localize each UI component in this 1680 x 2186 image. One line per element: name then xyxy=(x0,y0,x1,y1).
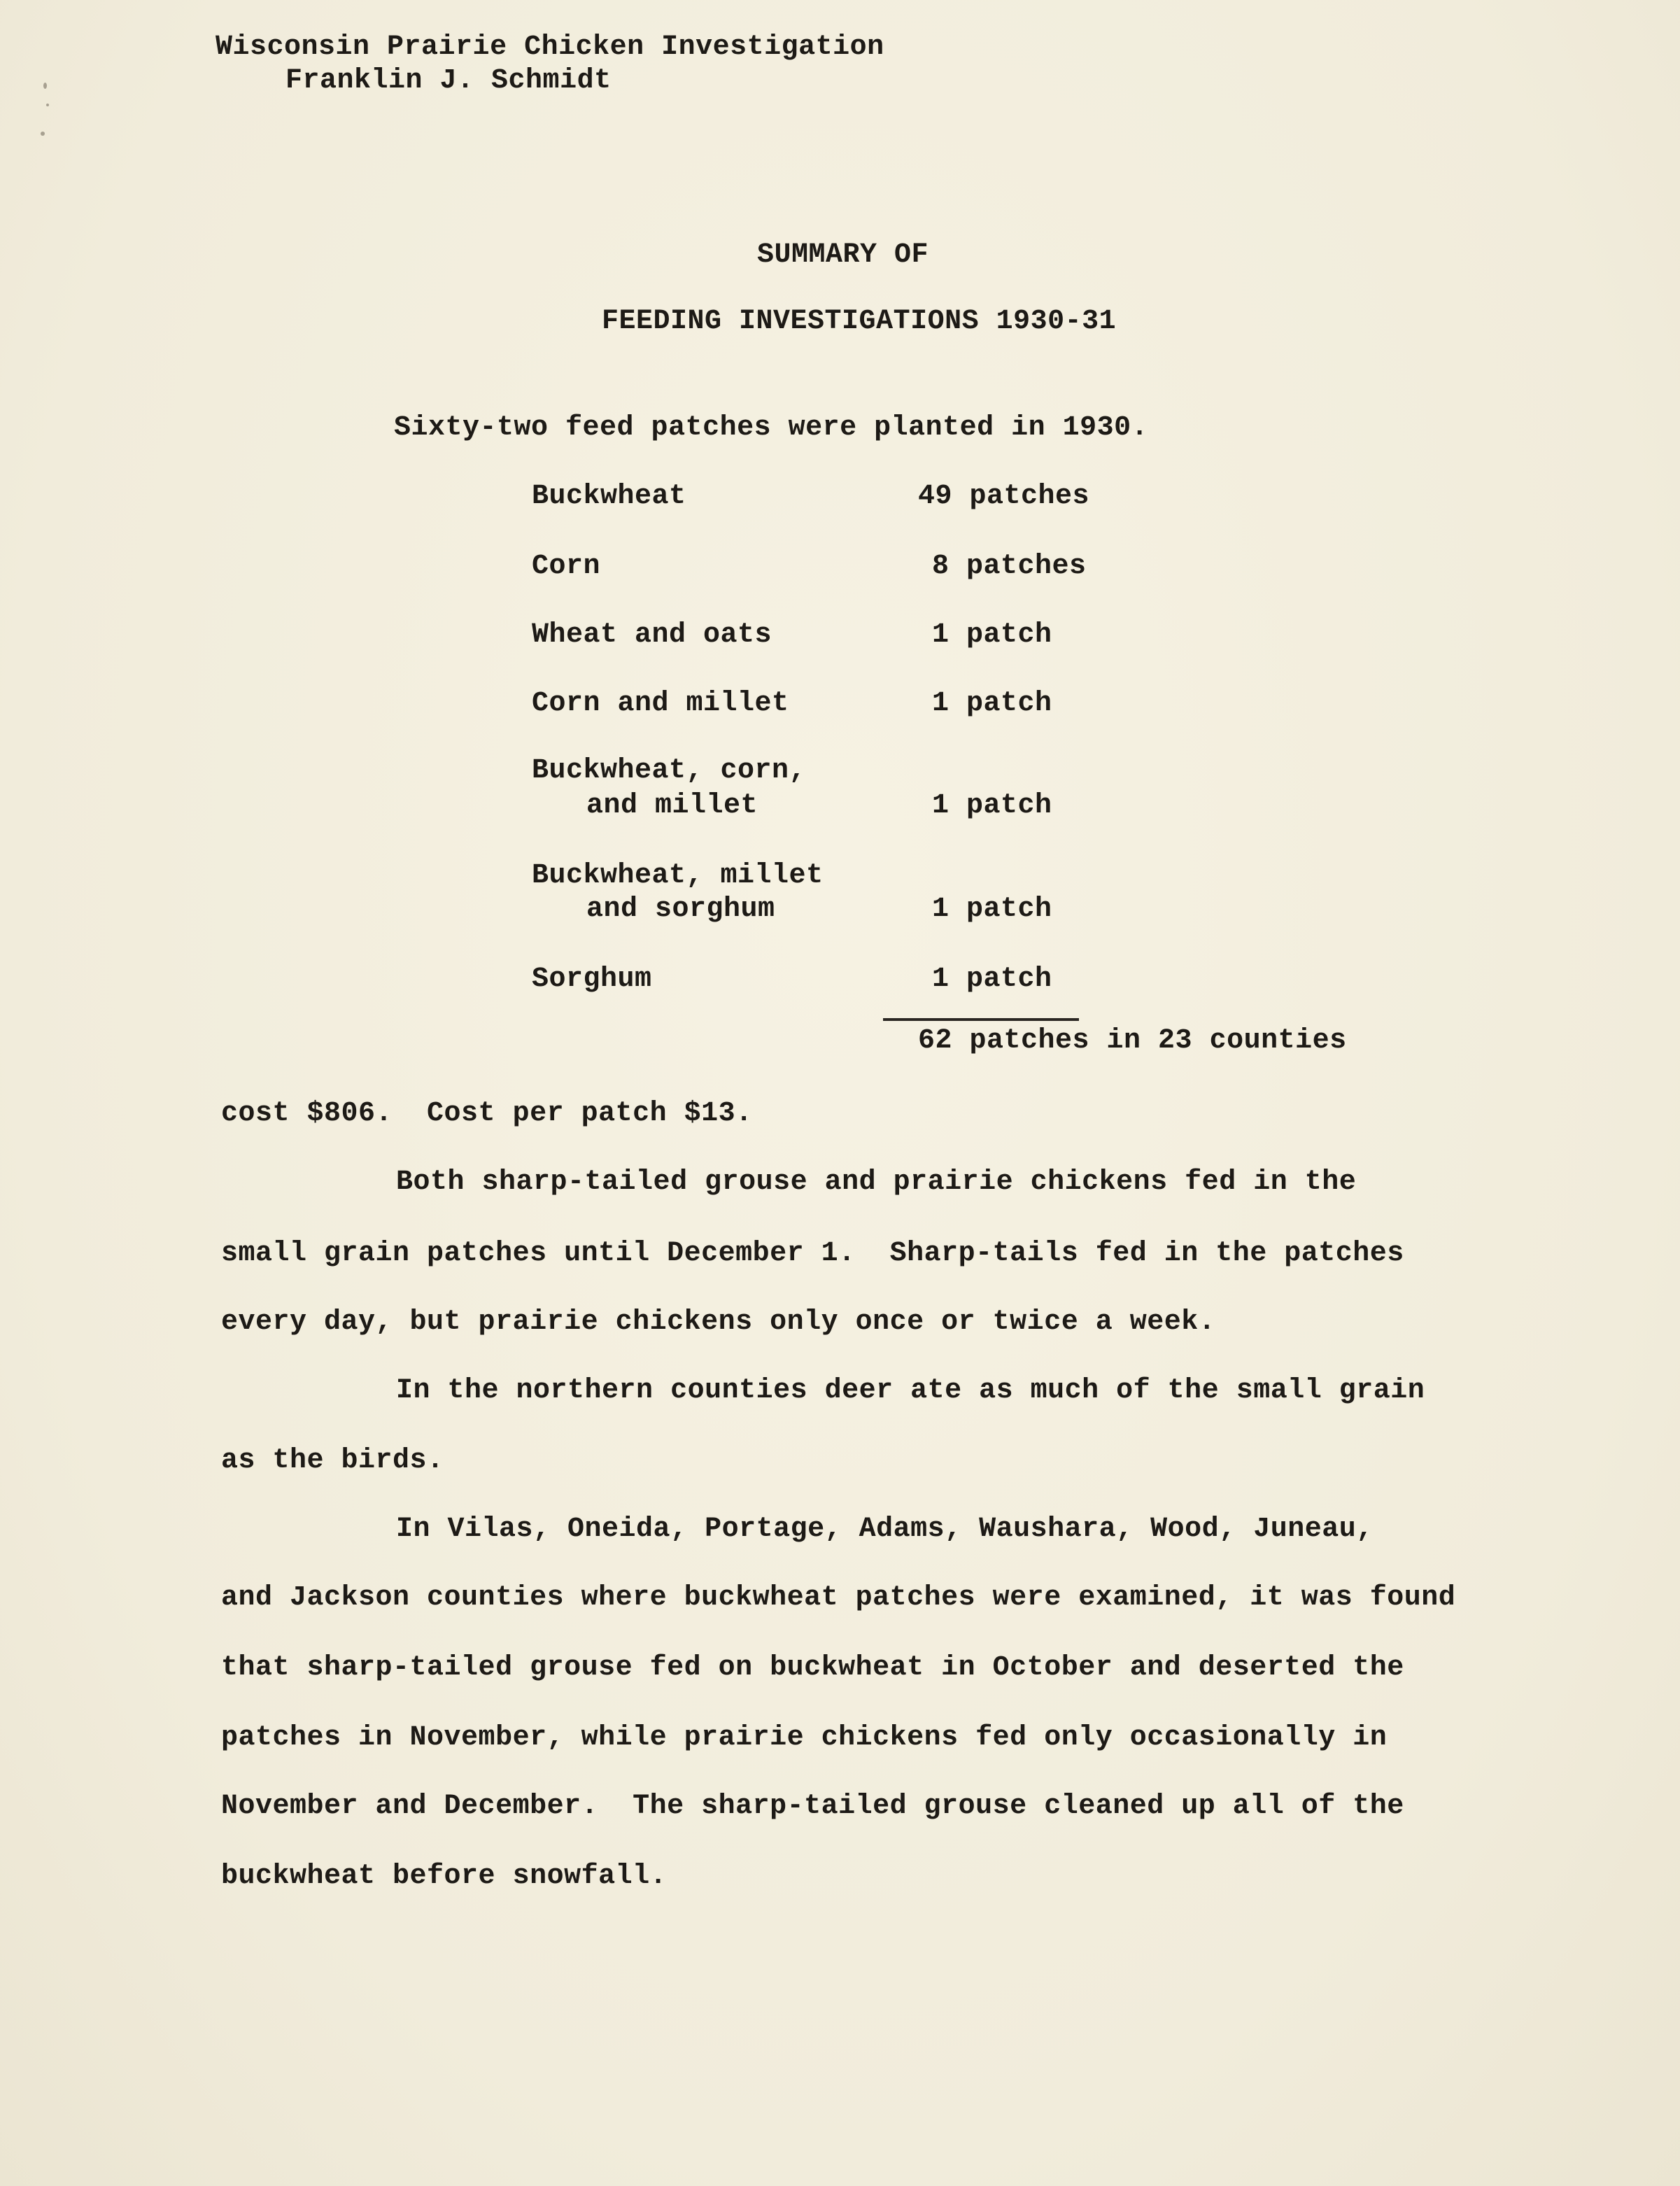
document-title-line-1: SUMMARY OF xyxy=(757,239,929,271)
paragraph-line: patches in November, while prairie chickens fed only occasionally in xyxy=(221,1722,1388,1754)
paragraph-line: as the birds. xyxy=(221,1445,444,1476)
patch-label-line-1: Buckwheat, corn, xyxy=(532,755,807,787)
paper-speck xyxy=(41,132,45,136)
paragraph-line: In Vilas, Oneida, Portage, Adams, Waushara, Wood, Juneau, xyxy=(396,1514,1374,1545)
paragraph-line: and Jackson counties where buckwheat patches were examined, it was found xyxy=(221,1582,1456,1614)
patch-count: 1 patch xyxy=(932,619,1052,651)
patch-label-line-1: Buckwheat, millet xyxy=(532,860,824,891)
paragraph-line: Both sharp-tailed grouse and prairie chickens fed in the xyxy=(396,1166,1357,1198)
patch-label-line-2: and sorghum xyxy=(586,894,775,925)
patch-label-line-2: and millet xyxy=(586,790,758,821)
patch-count: 8 patches xyxy=(932,551,1087,582)
patch-label: Wheat and oats xyxy=(532,619,772,651)
patch-label: Corn and millet xyxy=(532,688,789,719)
cost-line: cost $806. Cost per patch $13. xyxy=(221,1098,753,1129)
patch-count: 1 patch xyxy=(932,688,1052,719)
paragraph-line: small grain patches until December 1. Sharp-tails fed in the patches xyxy=(221,1238,1404,1269)
patch-count: 1 patch xyxy=(932,964,1052,995)
patch-count: 1 patch xyxy=(932,790,1052,821)
patch-label: Sorghum xyxy=(532,964,652,995)
paper-speck xyxy=(43,83,47,89)
document-title-line-2: FEEDING INVESTIGATIONS 1930-31 xyxy=(602,306,1117,337)
paragraph-line: every day, but prairie chickens only once or twice a week. xyxy=(221,1306,1216,1338)
patch-total: 62 patches in 23 counties xyxy=(918,1025,1347,1057)
patch-count: 49 patches xyxy=(918,481,1090,512)
paragraph-line: that sharp-tailed grouse fed on buckwheat in October and deserted the xyxy=(221,1652,1404,1684)
intro-sentence: Sixty-two feed patches were planted in 1930. xyxy=(394,412,1149,444)
paragraph-line: In the northern counties deer ate as much of the small grain xyxy=(396,1375,1425,1406)
paper-speck xyxy=(46,104,49,106)
patch-label: Buckwheat xyxy=(532,481,686,512)
header-project-title: Wisconsin Prairie Chicken Investigation xyxy=(216,31,884,63)
paragraph-line: buckwheat before snowfall. xyxy=(221,1861,668,1892)
patch-label: Corn xyxy=(532,551,601,582)
paragraph-line: November and December. The sharp-tailed grouse cleaned up all of the xyxy=(221,1791,1404,1822)
sum-rule xyxy=(883,1018,1079,1021)
patch-count: 1 patch xyxy=(932,894,1052,925)
header-author: Franklin J. Schmidt xyxy=(285,65,612,97)
